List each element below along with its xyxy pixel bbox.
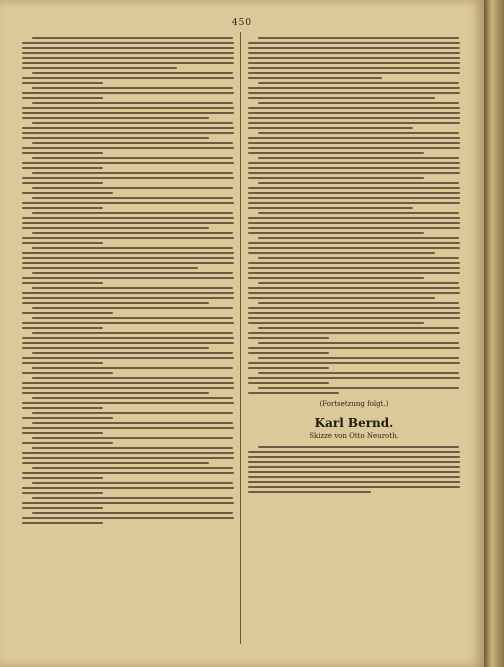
text-paragraph (22, 497, 234, 509)
text-line (258, 357, 459, 359)
text-line (22, 327, 103, 329)
text-line (32, 412, 233, 414)
text-line (248, 456, 460, 458)
text-line (22, 182, 103, 184)
text-paragraph (248, 182, 460, 209)
text-line (22, 62, 234, 64)
text-paragraph (22, 172, 234, 184)
text-paragraph (22, 87, 234, 99)
text-line (248, 377, 460, 379)
text-line (248, 232, 424, 234)
text-line (22, 97, 103, 99)
text-line (22, 82, 103, 84)
text-line (258, 102, 459, 104)
text-paragraph (248, 102, 460, 129)
text-line (248, 247, 460, 249)
text-line (22, 267, 198, 269)
text-line (248, 62, 460, 64)
text-line (22, 117, 209, 119)
text-line (22, 152, 103, 154)
text-line (22, 252, 234, 254)
text-line (22, 312, 113, 314)
text-line (248, 292, 460, 294)
text-line (248, 362, 460, 364)
text-line (32, 367, 233, 369)
text-line (248, 92, 460, 94)
text-line (258, 212, 459, 214)
text-line (248, 137, 460, 139)
text-line (22, 137, 209, 139)
text-line (22, 242, 103, 244)
story-title: Karl Bernd. (314, 416, 394, 430)
text-line (248, 332, 460, 334)
text-line (248, 192, 460, 194)
story-text (248, 446, 460, 493)
text-line (32, 157, 233, 159)
text-line (32, 467, 233, 469)
text-paragraph (22, 422, 234, 434)
text-line (248, 382, 329, 384)
text-line (32, 102, 233, 104)
text-line (32, 512, 233, 514)
text-line (248, 77, 382, 79)
text-line (22, 207, 103, 209)
text-line (22, 457, 234, 459)
text-paragraph (248, 302, 460, 324)
text-line (22, 472, 234, 474)
text-line (22, 42, 234, 44)
text-line (32, 122, 233, 124)
text-paragraph (248, 132, 460, 154)
text-paragraph (22, 157, 234, 169)
text-line (248, 287, 460, 289)
text-line (22, 347, 209, 349)
text-line (22, 477, 103, 479)
text-line (22, 387, 234, 389)
text-paragraph (248, 82, 460, 99)
text-paragraph (22, 512, 234, 524)
text-line (22, 427, 234, 429)
text-line (248, 312, 460, 314)
text-line (22, 162, 234, 164)
text-line (258, 182, 459, 184)
text-line (32, 447, 233, 449)
text-line (258, 82, 459, 84)
text-line (22, 432, 103, 434)
text-line (248, 42, 460, 44)
text-paragraph (22, 247, 234, 269)
text-line (22, 417, 113, 419)
text-line (22, 237, 234, 239)
text-line (32, 37, 233, 39)
text-line (22, 77, 234, 79)
text-paragraph (22, 377, 234, 394)
text-paragraph (248, 446, 460, 493)
text-line (32, 352, 233, 354)
text-line (248, 486, 460, 488)
text-line (32, 422, 233, 424)
text-line (22, 92, 234, 94)
text-line (22, 297, 234, 299)
text-line (22, 302, 209, 304)
text-line (248, 466, 460, 468)
text-line (22, 222, 234, 224)
text-line (248, 207, 413, 209)
text-line (258, 237, 459, 239)
text-line (248, 107, 460, 109)
text-line (258, 327, 459, 329)
left-column (22, 34, 234, 527)
text-paragraph (22, 467, 234, 479)
text-line (22, 217, 234, 219)
text-line (248, 227, 460, 229)
text-paragraph (22, 397, 234, 409)
text-line (22, 342, 234, 344)
text-line (248, 122, 460, 124)
text-line (248, 367, 329, 369)
text-line (248, 87, 460, 89)
left-column-text (22, 37, 234, 524)
text-line (248, 317, 460, 319)
text-line (248, 491, 371, 493)
text-line (32, 187, 233, 189)
text-line (22, 402, 234, 404)
text-line (248, 252, 435, 254)
text-line (248, 117, 460, 119)
text-line (22, 382, 234, 384)
text-paragraph (22, 197, 234, 209)
text-line (32, 307, 233, 309)
text-paragraph (22, 482, 234, 494)
text-line (258, 132, 459, 134)
text-line (32, 247, 233, 249)
text-line (248, 187, 460, 189)
text-line (22, 452, 234, 454)
text-paragraph (22, 212, 234, 229)
text-paragraph (22, 72, 234, 84)
text-line (248, 297, 435, 299)
text-line (248, 222, 460, 224)
text-line (22, 522, 103, 524)
text-paragraph (248, 372, 460, 384)
text-line (32, 212, 233, 214)
text-line (248, 262, 460, 264)
text-paragraph (22, 412, 234, 419)
text-line (32, 142, 233, 144)
text-line (32, 87, 233, 89)
text-line (22, 127, 234, 129)
text-line (32, 437, 233, 439)
text-line (248, 147, 460, 149)
text-paragraph (22, 37, 234, 69)
text-line (248, 177, 424, 179)
text-line (258, 302, 459, 304)
text-line (248, 242, 460, 244)
text-line (248, 337, 329, 339)
text-line (22, 372, 113, 374)
text-line (258, 372, 459, 374)
text-line (248, 52, 460, 54)
text-paragraph (22, 447, 234, 464)
text-line (248, 392, 339, 394)
text-line (248, 322, 424, 324)
text-paragraph (22, 367, 234, 374)
text-line (22, 112, 234, 114)
text-paragraph (22, 272, 234, 284)
column-divider (240, 32, 241, 644)
text-line (248, 67, 460, 69)
right-column-text (248, 37, 460, 394)
text-line (32, 332, 233, 334)
text-line (248, 162, 460, 164)
text-line (22, 57, 234, 59)
text-paragraph (248, 282, 460, 299)
text-line (248, 347, 460, 349)
text-line (32, 272, 233, 274)
text-line (22, 337, 234, 339)
text-paragraph (248, 212, 460, 234)
text-line (248, 461, 460, 463)
text-paragraph (248, 357, 460, 369)
text-line (248, 277, 424, 279)
text-line (248, 152, 424, 154)
text-line (32, 317, 233, 319)
page-number: 450 (231, 18, 253, 28)
story-byline: Skizze von Otto Neuroth. (309, 432, 399, 440)
text-line (22, 177, 234, 179)
text-line (22, 107, 234, 109)
text-line (248, 267, 460, 269)
text-line (32, 377, 233, 379)
text-line (258, 157, 459, 159)
text-paragraph (22, 307, 234, 314)
text-line (248, 47, 460, 49)
text-paragraph (248, 327, 460, 339)
text-line (22, 392, 209, 394)
text-line (258, 282, 459, 284)
text-line (22, 192, 113, 194)
text-line (22, 517, 234, 519)
book-gutter (484, 0, 504, 667)
text-line (248, 172, 460, 174)
text-paragraph (248, 237, 460, 254)
text-line (22, 52, 234, 54)
text-line (22, 507, 103, 509)
text-paragraph (22, 187, 234, 194)
text-line (22, 277, 234, 279)
text-paragraph (248, 257, 460, 279)
text-line (248, 97, 435, 99)
text-line (248, 202, 460, 204)
text-line (22, 357, 234, 359)
continued-label: (Fortsetzung folgt.) (319, 400, 389, 408)
text-line (248, 57, 460, 59)
text-line (22, 147, 234, 149)
text-paragraph (22, 332, 234, 349)
text-line (22, 407, 103, 409)
text-line (22, 227, 209, 229)
text-line (248, 481, 460, 483)
text-paragraph (22, 352, 234, 364)
text-paragraph (22, 102, 234, 119)
text-line (22, 322, 234, 324)
text-paragraph (248, 387, 460, 394)
text-line (22, 292, 234, 294)
text-line (248, 307, 460, 309)
text-line (22, 462, 209, 464)
text-line (248, 217, 460, 219)
text-line (248, 112, 460, 114)
text-paragraph (248, 342, 460, 354)
text-line (22, 282, 103, 284)
text-line (22, 132, 234, 134)
text-line (22, 502, 234, 504)
text-line (248, 72, 460, 74)
text-paragraph (22, 287, 234, 304)
text-line (248, 476, 460, 478)
text-line (22, 257, 234, 259)
text-line (22, 47, 234, 49)
text-line (32, 197, 233, 199)
text-paragraph (22, 122, 234, 139)
text-line (248, 197, 460, 199)
text-line (258, 387, 459, 389)
text-line (32, 482, 233, 484)
text-line (32, 287, 233, 289)
text-line (258, 37, 459, 39)
text-line (22, 362, 103, 364)
text-line (22, 262, 234, 264)
text-line (32, 397, 233, 399)
text-paragraph (248, 37, 460, 79)
text-line (258, 257, 459, 259)
text-line (22, 487, 234, 489)
text-paragraph (22, 232, 234, 244)
text-line (248, 127, 413, 129)
text-line (22, 67, 177, 69)
text-line (248, 451, 460, 453)
text-paragraph (248, 157, 460, 179)
text-line (248, 167, 460, 169)
right-column (248, 34, 460, 496)
text-paragraph (22, 142, 234, 154)
text-line (248, 142, 460, 144)
text-line (248, 471, 460, 473)
text-line (22, 442, 113, 444)
text-line (22, 492, 103, 494)
text-line (32, 72, 233, 74)
text-line (32, 497, 233, 499)
text-line (248, 272, 460, 274)
text-line (258, 342, 459, 344)
text-line (22, 202, 234, 204)
text-line (22, 167, 103, 169)
text-line (248, 352, 329, 354)
text-paragraph (22, 437, 234, 444)
text-line (32, 232, 233, 234)
text-paragraph (22, 317, 234, 329)
text-line (32, 172, 233, 174)
text-line (258, 446, 459, 448)
